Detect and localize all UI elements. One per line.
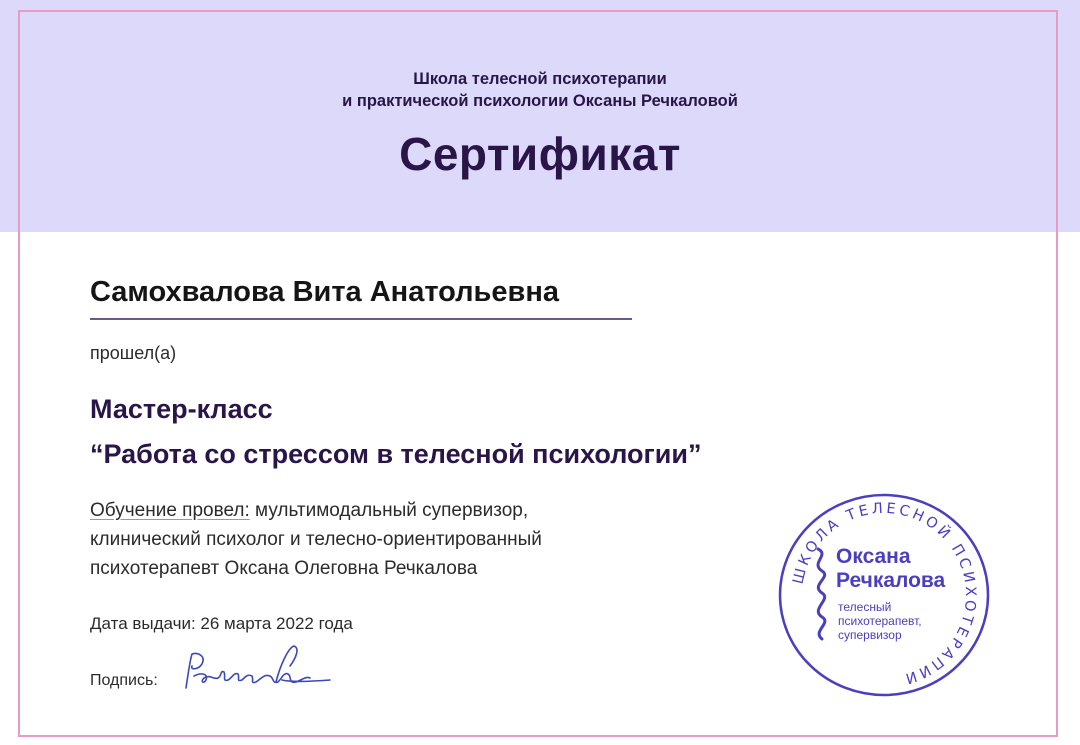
handwritten-signature <box>178 636 338 698</box>
stamp-name-line2: Речкалова <box>836 569 946 592</box>
school-name-line1: Школа телесной психотерапии <box>413 70 667 88</box>
school-name <box>0 68 1080 112</box>
stamp-name-line1: Оксана <box>836 545 911 568</box>
instructor-line2: клинический психолог и телесно-ориентированный <box>90 529 542 550</box>
stamp-desc-line2: психотерапевт, <box>838 614 922 628</box>
signature-image <box>178 636 338 703</box>
issue-date: Дата выдачи: 26 марта 2022 года <box>90 614 353 633</box>
stamp-graphic <box>776 491 992 699</box>
school-stamp <box>776 491 992 704</box>
instructor-info <box>90 496 730 583</box>
recipient-underline <box>90 318 632 320</box>
signature-label: Подпись: <box>90 672 158 689</box>
stamp-desc-line3: супервизор <box>838 628 902 642</box>
certificate-title: Сертификат <box>399 128 681 180</box>
passed-label: прошел(а) <box>90 343 177 363</box>
instructor-line3: психотерапевт Оксана Олеговна Речкалова <box>90 558 478 579</box>
recipient-name: Самохвалова Вита Анатольевна <box>90 276 559 308</box>
course-name: “Работа со стрессом в телесной психологии” <box>90 439 702 469</box>
stamp-ring-text: ШКОЛА ТЕЛЕСНОЙ ПСИХОТЕРАПИИ <box>790 500 979 687</box>
svg-text:ШКОЛА ТЕЛЕСНОЙ ПСИХОТЕРАПИИ <box>790 501 978 687</box>
instructor-label: Обучение провел: <box>90 500 250 521</box>
course-type: Мастер-класс <box>90 394 273 424</box>
instructor-line1 <box>90 496 730 525</box>
stamp-desc-line1: телесный <box>838 600 892 614</box>
instructor-role-1: мультимодальный супервизор, <box>249 500 529 521</box>
school-name-line2: и практической психологии Оксаны Речкаловой <box>342 92 738 110</box>
